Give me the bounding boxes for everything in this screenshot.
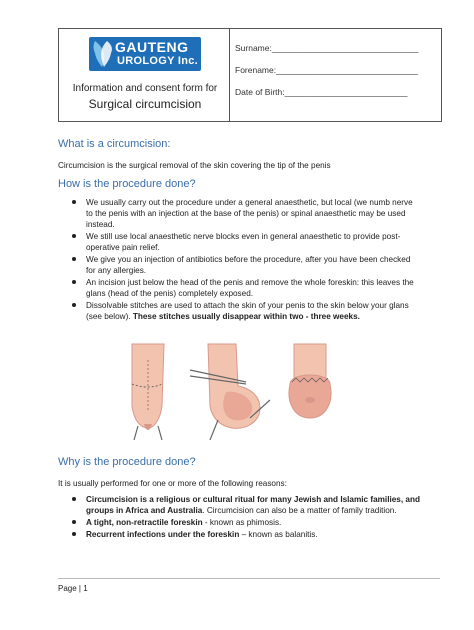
list-item-bold-text: These stitches usually disappear within two - three weeks. [132,312,360,321]
bullet-icon [72,280,76,284]
list-item-bold-text: A tight, non-retractile foreskin [86,518,203,527]
how-list [58,197,420,323]
list-item-text: – known as balanitis. [239,530,318,539]
list-item-text: . Circumcision can also be a matter of family tradition. [202,506,397,515]
illustration-step-1 [132,344,164,440]
list-item-text: We give you an injection of antibiotics before the procedure, after you have been checked for any allergies. [86,255,411,275]
date-of-birth-field[interactable]: Date of Birth:__________________________ [235,87,408,97]
list-item [58,254,420,276]
bullet-icon [72,200,76,204]
header-divider [229,29,230,121]
why-list [58,494,420,541]
illustration-step-3 [289,344,331,418]
page-number: Page | 1 [58,584,88,593]
form-title-line2: Surgical circumcision [88,97,202,111]
bullet-icon [72,532,76,536]
logo-text-gauteng: GAUTENG [115,39,189,55]
surname-field[interactable]: Surname:_______________________________ [235,43,419,53]
forename-field[interactable]: Forename:______________________________ [235,65,418,75]
list-item-bold-text: Circumcision is a religious or cultural ritual for many Jewish and Islamic families, and groups in Africa and Australia [86,495,420,515]
list-item-text: We usually carry out the procedure under a general anaesthetic, but local (we numb nerve to the penis with an injection at the base of the penis) or spinal anaesthetic may be used instead. [86,198,413,229]
footer-divider [58,578,440,579]
list-item [58,529,420,540]
how-heading: How is the procedure done? [58,178,196,190]
bullet-icon [72,303,76,307]
logo-text-urology: UROLOGY Inc. [117,55,199,67]
illustration-step-2 [190,344,270,440]
why-heading: Why is the procedure done? [58,456,196,468]
circumcision-illustration [120,340,360,440]
list-item [58,231,420,253]
list-item-text: - known as phimosis. [202,518,282,527]
what-text: Circumcision is the surgical removal of the skin covering the tip of the penis [58,161,331,170]
bullet-icon [72,520,76,524]
form-header [58,28,442,122]
list-item-text: Dissolvable stitches are used to attach the skin of your penis to the skin below your glans (see below). [86,301,409,321]
bullet-icon [72,497,76,501]
bullet-icon [72,257,76,261]
list-item-text: An incision just below the head of the penis and remove the whole foreskin: this leaves the glans (head of the penis) completely exposed. [86,278,414,298]
list-item [58,197,420,230]
list-item [58,300,420,322]
list-item [58,517,420,528]
list-item-bold-text: Recurrent infections under the foreskin [86,530,240,539]
list-item [58,494,420,516]
list-item-text: We still use local anaesthetic nerve blocks even in general anaesthetic to provide post-operative pain relief. [86,232,401,252]
list-item [58,277,420,299]
what-heading: What is a circumcision: [58,138,171,150]
why-intro: It is usually performed for one or more of the following reasons: [58,479,287,488]
form-title-line1: Information and consent form for [72,83,218,94]
bullet-icon [72,234,76,238]
